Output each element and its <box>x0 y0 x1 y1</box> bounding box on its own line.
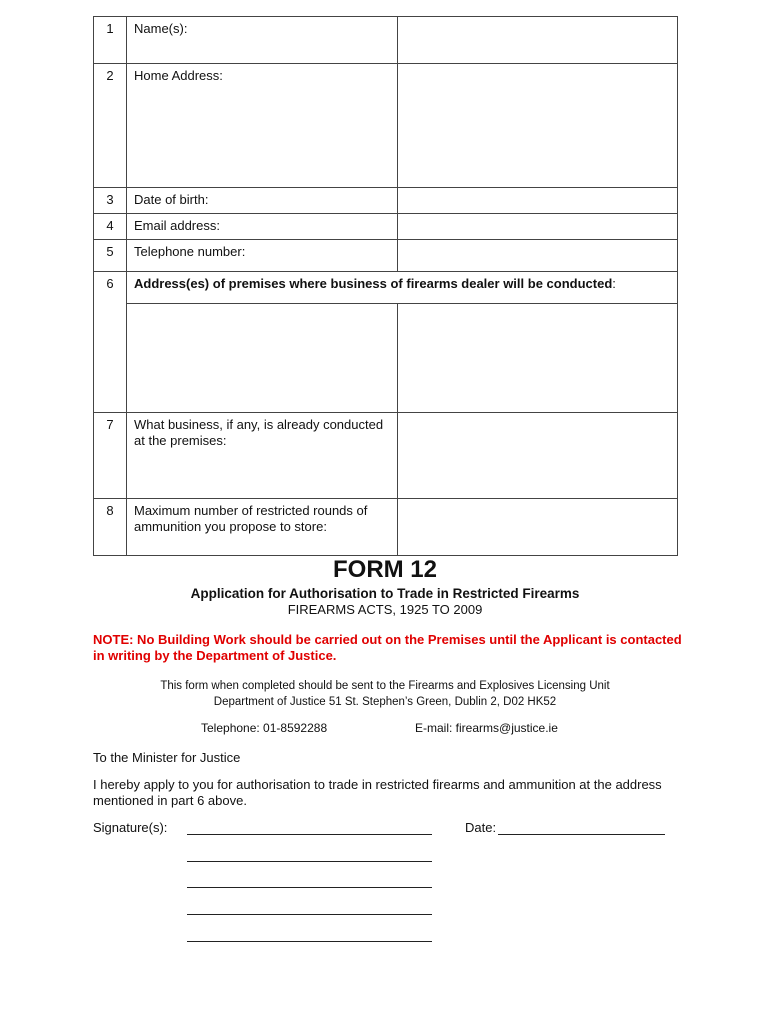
building-work-note: NOTE: No Building Work should be carried out on the Premises until the Applicant is contacted in writing by the Department of Justice. <box>93 632 682 663</box>
send-to-line-2: Department of Justice 51 St. Stephen’s Green, Dublin 2, D02 HK52 <box>213 696 557 708</box>
application-statement: I hereby apply to you for authorisation to trade in restricted firearms and ammunition at the address mentioned in part 6 above. <box>93 777 662 808</box>
row-label-telephone: Telephone number: <box>127 240 398 272</box>
row-label-premises <box>127 272 678 304</box>
row-number: 4 <box>94 214 127 240</box>
row-number: 7 <box>94 413 127 499</box>
telephone-field[interactable] <box>398 240 678 272</box>
premises-address-field-right[interactable] <box>398 304 678 413</box>
premises-label-colon: : <box>612 276 616 291</box>
row-label-dob: Date of birth: <box>127 188 398 214</box>
table-row-ammunition <box>94 499 678 556</box>
existing-business-field[interactable] <box>398 413 678 499</box>
table-row-name <box>94 17 678 64</box>
contact-email: E-mail: firearms@justice.ie <box>415 721 558 735</box>
email-field[interactable] <box>398 214 678 240</box>
addressee: To the Minister for Justice <box>93 750 241 765</box>
table-row-premises <box>94 272 678 304</box>
row-label-ammunition: Maximum number of restricted rounds of ammunition you propose to store: <box>127 499 398 556</box>
table-row-email <box>94 214 678 240</box>
signature-line-5[interactable] <box>187 940 432 942</box>
name-field[interactable] <box>398 17 678 64</box>
contact-telephone: Telephone: 01-8592288 <box>201 721 328 735</box>
row-number: 3 <box>94 188 127 214</box>
date-of-birth-field[interactable] <box>398 188 678 214</box>
signature-line-3[interactable] <box>187 886 432 888</box>
row-number: 8 <box>94 499 127 556</box>
row-number: 5 <box>94 240 127 272</box>
send-to-instructions <box>0 678 770 710</box>
application-table <box>93 16 678 556</box>
row-label-existing-business: What business, if any, is already conducted at the premises: <box>127 413 398 499</box>
table-row-premises-fields <box>94 304 678 413</box>
table-row-home-address <box>94 64 678 188</box>
send-to-line-1: This form when completed should be sent to the Firearms and Explosives Licensing Unit <box>160 680 610 692</box>
signature-label: Signature(s): <box>93 820 168 835</box>
form-subtitle: Application for Authorisation to Trade in Restricted Firearms <box>190 586 580 601</box>
signature-line-1[interactable] <box>187 833 432 835</box>
ammunition-field[interactable] <box>398 499 678 556</box>
date-label: Date: <box>465 820 497 835</box>
signature-line-4[interactable] <box>187 913 432 915</box>
row-number: 6 <box>94 272 127 413</box>
row-number: 1 <box>94 17 127 64</box>
acts-reference: FIREARMS ACTS, 1925 TO 2009 <box>287 602 483 617</box>
table-row-dob <box>94 188 678 214</box>
row-label-name: Name(s): <box>127 17 398 64</box>
premises-label-text: Address(es) of premises where business of firearms dealer will be conducted <box>134 276 613 291</box>
form-title: FORM 12 <box>332 556 437 583</box>
date-line[interactable] <box>498 833 665 835</box>
table-row-telephone <box>94 240 678 272</box>
row-label-email: Email address: <box>127 214 398 240</box>
row-label-home-address: Home Address: <box>127 64 398 188</box>
premises-address-field-left[interactable] <box>127 304 398 413</box>
table-row-existing-business <box>94 413 678 499</box>
signature-line-2[interactable] <box>187 860 432 862</box>
row-number: 2 <box>94 64 127 188</box>
home-address-field[interactable] <box>398 64 678 188</box>
